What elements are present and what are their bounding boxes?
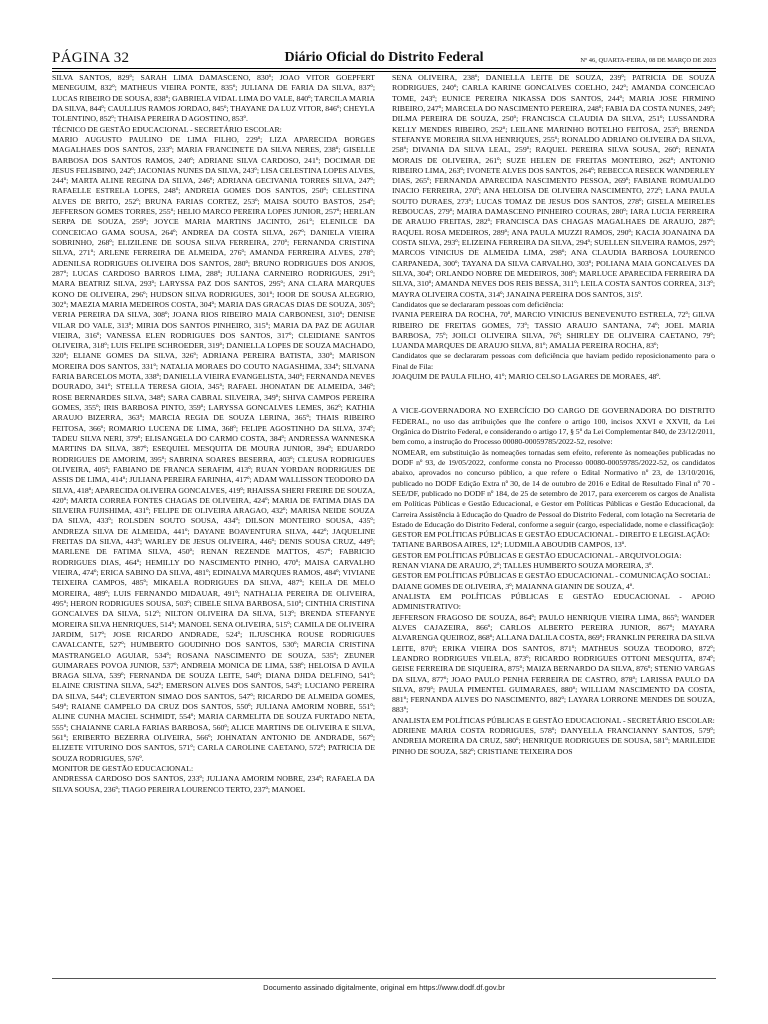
header-rule bbox=[52, 68, 716, 69]
paragraph: SILVA SANTOS, 829º; SARAH LIMA DAMASCENO, 830º; JOAO VITOR GOEPFERT MENEGUIM, 832º; MATHEUS VIEIRA PONTE, 835º; JULIANA DE FARIA DA SILVA, 837º; LUCAS RIBEIRO DE SOUSA, 838º; GABRIELA VIDAL LIMA DO VALE, 840º; TARCILA MARIA DA SILVA, 844º; CAULLIUS RAMOS JORDAO, 845º; THAYANE DA LUZ VITOR, 846º; CHEYLA TOLENTINO, 852º; THAISA PEREIRA D AGOSTINO, 853º. bbox=[52, 73, 375, 124]
paragraph: SENA OLIVEIRA, 238º; DANIELLA LEITE DE SOUZA, 239º; PATRICIA DE SOUZA RODRIGUES, 240º; CARLA KARINE GONCALVES COELHO, 242º; AMANDA CONCEICAO TOME, 243º; EUNICE PEREIRA NIKASSA DOS SANTOS, 244º; MARIA JOSE FIRMINO RIBEIRO, 247º; MARCELA DO NASCIMENTO PEREIRA, 248º; FABIA DA COSTA NUNES, 249º; DILMA PEREIRA DE SOUZA, 250º; FRANCISCA CLAUDIA DA SILVA, 251º; LUSSANDRA KELLY MENDES RIBEIRO, 252º; LEILANE MARINHO BOTELHO FEITOSA, 253º; BRENDA STEFANYE MOREIRA SILVA HENRIQUES, 255º; RONALDO ADRIANO OLIVEIRA DA SILVA, 258º; DIVANIA DA SILVA LEAL, 259º; RAQUEL PEREIRA SILVA SOUSA, 260º; RENATA MORAIS DE OLIVEIRA, 261º; SUZE HELEN DE FREITAS MONTEIRO, 262º; ANTONIO RIBEIRO LIMA, 263º; IVONETE ALVES DOS SANTOS, 264º; REBECCA RESECK WANDERLEY DIAS, 265º; FERNANDA APARECIDA NASCIMENTO PESSOA, 269º; FABIANE ROMUALDO INACIO FERREIRA, 270º; ANA HELOISA DE OLIVEIRA NASCIMENTO, 272º; LANA PAULA SOUTO DURAES, 273º; LUCAS TOMAZ DE JESUS DOS SANTOS, 278º; GISELA MEIRELES REBOUCAS, 279º; MAIRA DAMASCENO PINHEIRO COURAS, 280º; IARA LUCIA FERREIRA DE ARAUJO FREITAS, 282º; FRANCISCA DAS CHAGAS MAGALHAES DE ARAUJO, 287º; RAQUEL ROSA MEDEIROS, 289º; ANA PAULA MUZZI RAMOS, 290º; KACIA JOANAINA DA COSTA SILVA, 293º; ELIZEINA FERREIRA DA SILVA, 294º; SUELLEN SILVEIRA RAMOS, 297º; MARCOS VINICIUS DE ALMEIDA LIMA, 298º; ANA CLAUDIA BARBOSA LOURENCO CARPANEDA, 300º; TAYANA DA SILVA CARVALHO, 303º; POLIANA MAIA GONCALVES DA SILVA, 304º; ORLANDO NOBRE DE MEDEIROS, 308º; MARLUCE APARECIDA FERREIRA DA SILVA, 310º; AMANDA NEVES DOS REIS BESSA, 311º; LEILA COSTA SANTOS CORREA, 313º; MAYRA OLIVEIRA COSTA, 314º; JANAINA PEREIRA DOS SANTOS, 315º. bbox=[392, 73, 715, 299]
paragraph: RENAN VIANA DE ARAUJO, 2º; TALLES HUMBERTO SOUZA MOREIRA, 3º. bbox=[392, 561, 654, 571]
paragraph: A VICE-GOVERNADORA NO EXERCÍCIO DO CARGO DE GOVERNADORA DO DISTRITO FEDERAL, no uso das atribuições que lhe confere o artigo 100, incisos XXVI e XXVII, da Lei Orgânica do Distrito Federal, e considerando o artigo 17, § 5º da Lei Complementar 840, de 23/12/2011, bem como, a instrução do Processo 00080-00059785/2022-52, resolve: bbox=[392, 406, 715, 447]
paragraph: JOAQUIM DE PAULA FILHO, 41º; MARIO CELSO LAGARES DE MORAES, 48º. bbox=[392, 372, 661, 382]
header-rule-thin bbox=[52, 71, 716, 72]
paragraph: GESTOR EM POLÍTICAS PÚBLICAS E GESTÃO EDUCACIONAL - DIREITO E LEGISLAÇÃO: bbox=[392, 530, 710, 540]
paragraph: MARIO AUGUSTO PAULINO DE LIMA FILHO, 229º; LIZA APARECIDA BORGES MAGALHAES DOS SANTOS, 233º; MARIA FRANCINETE DA SILVA NERES, 238º; GISELLE BARBOSA DOS SANTOS RAMOS, 240º; ADRIANE SILVA CARDOSO, 241º; DOCIMAR DE JESUS FELISBINO, 242º; JACONIAS NUNES DA SILVA, 243º; LISA CELESTINA LOPES ALVES, 244º; MARTA ALINE REGINA DA SILVA, 246º; ADRIANA GECIVANIA TORRES SILVA, 247º; RAFAELLE ESTRELA LOPES, 248º; ANDREIA GOMES DOS SANTOS, 250º; CELESTINA ALVES DE BRITO, 252º; BRUNA FARIAS CORTEZ, 253º; MAISA SOUTO BASTOS, 254º; JEFFERSON GOMES TORRES, 255º; HELIO MARCO PEREIRA LOPES JUNIOR, 257º; HERLAN SERPA DE SOUZA, 259º; JOYCE MARIA MARTINS JACINTO, 261º; ELENILCE DA CONCEICAO GAMA SOUSA, 264º; ANDREA DA COSTA SILVA, 267º; DANIELA VIEIRA SOBRINHO, 268º; ELIZILENE DE SOUSA SILVA FERREIRA, 270º; FERNANDA CRISTINA SILVA, 271º; ARLENE FERREIRA DE ALMEIDA, 276º; AMANDA FERREIRA ALVES, 278º; ADENILSA RODRIGUES OLIVEIRA DOS SANTOS, 280º; BRUNO RODRIGUES DOS ANJOS, 287º; LUCAS CARDOSO BARROS LIMA, 288º; JULIANA CARNEIRO RODRIGUES, 291º; MARA BEATRIZ SILVA, 293º; LARYSSA PAZ DOS SANTOS, 295º; ANA CLARA MARQUES KONO DE OLIVEIRA, 296º; HUDSON SILVA RODRIGUES, 301º; IOOR DE SOUSA ALEGRIO, 302º; MAEZIA MARIA MEDEIROS COSTA, 304º; MARIA DAS GRACAS DIAS DE SOUZA, 305º; VERIA PEREIRA DA SILVA, 308º; JOANA RIOS RIBEIRO MAIA CARBONESI, 310º; DENISE VILAR DO VALE, 313º; MIRIA DOS SANTOS PINHEIRO, 315º; MARIA DA PAZ DE AGUIAR VIEIRA, 316º; VANESSA ELEN RODRIGUES DOS SANTOS, 317º; CLEIDIANE SANTOS OLIVEIRA, 318º; LUIS FELIPE SCHROEDER, 319º; DANIELLA LOPES DE SOUZA MACHADO, 320º; ELIANE GOMES DA SILVA, 326º; ADRIANA PEREIRA BATISTA, 330º; MARISON MOREIRA DOS SANTOS, 331º; NATALIA MORAES DO COUTO NAGASHIMA, 334º; SILVANA FARIA BARCELOS MOTA, 338º; DANIELLA VIEIRA EVANGELISTA, 340º; FERNANDA NEVES DOURADO, 341º; STELLA TERESA GIOIA, 345º; RAFAEL JHONATAN DE ALMEIDA, 346º; ROSE BERNARDES SILVA, 348º; SARA CABRAL SILVEIRA, 349º; SHIVA CAMPOS PEREIRA GOMES, 355º; IRIS BARBOSA PINTO, 359º; LARYSSA GONCALVES LEMES, 362º; KATHIA ARAUJO BIZERRA, 363º; MARCIA REGIA DE SOUZA LERINA, 365º; THAIS RIBEIRO FEITOSA, 366º; ROMARIO LUCENA DE LIMA, 368º; FELIPE AGOSTINHO DA SILVA, 374º; TADEU SILVA NERI, 379º; ELISANGELA DO CARMO COSTA, 384º; ANDRESSA WANNESKA MARTINS DA SILVA, 387º; ESEQUIEL MESQUITA DE MOURA JUNIOR, 394º; EDUARDO RODRIGUES DE AMORIM, 395º; SABRINA SOARES BESERRA, 403º; CLEUSA RODRIGUES OLIVEIRA, 405º; FABIANO DE FRANCA SERAFIM, 413º; RUAN YORDAN RODRIGUES DE ASSIS DE LIMA, 414º; JULIANA PEREIRA FARINHA, 417º; ADAM WALLISSON TEODORO DA SILVA, 418º; APARECIDA OLIVEIRA GONCALVES, 419º; RHAISSA SHERI FREIRE DE SOUZA, 420º; MARTA CORREA FONTES CHAGAS DE OLIVEIRA, 424º; MARIA DE FATIMA DIAS DA SILVEIRA FUJISHIMA, 431º; FELIPE DE OLIVEIRA ARAGAO, 432º; MARISA NEIDE SOUZA DA SILVA, 433º; ROLSDEN SOUTO SOUSA, 434º; DILSON MONTEIRO SOUSA, 435º; ANDREZA SILVA DE ALMEIDA, 441º; DAYANE BOAVENTURA SILVA, 442º; JAQUELINE FREITAS DA SILVA, 443º; WARLEY DE JESUS OLIVEIRA, 446º; DENIS SOUSA CRUZ, 449º; MARLENE DE FATIMA SILVA, 450º; RENAN REZENDE MATTOS, 457º; FABRICIO RODRIGUES DIAS, 464º; HEMILLY DO NASCIMENTO PINHO, 470º; MAISA CARVALHO VIEIRA, 474º; ERICA SABINO DA SILVA, 481º; EDINALVA MARQUES RAMOS, 484º; VIVIANE TEIXEIRA CAMPOS, 485º; MIKAELA RODRIGUES DA SILVA, 487º; KEILA DE MELO MOREIRA, 489º; LUIS FERNANDO MIDAUAR, 491º; NATHALIA PEREIRA DE OLIVEIRA, 495º; HERON RODRIGUES SOUSA, 503º; CIBELE SILVA BARBOSA, 510º; CINTHIA CRISTINA GONCALVES DA SILVA, 512º; NILTON OLIVEIRA DA SILVA, 513º; BRENDA STEFANYE MOREIRA SILVA HENRIQUES, 514º; MANOEL SENA OLIVEIRA, 515º; CAMILA DE OLIVEIRA JARDIM, 517º; JOSE RICARDO ANDRADE, 524º; ILJUSCHKA ROUSE RODRIGUES CAVALCANTE, 527º; HUMBERTO GOUDINHO DOS SANTOS, 530º; MARCIA CRISTINA MASTRANGELO AGUIAR, 534º; ROSANA NASCIMENTO DE SOUZA, 535º; ZEUNER GUIMARAES POVOA JUNIOR, 537º; ANDREIA MONICA DE LIMA, 538º; HELOISA D AVILA BRAGA SILVA, 539º; FERNANDA DE SOUZA LEITE, 540º; DIANA DJIDA DELFINO, 541º; ELAINE CRISTINA SILVA, 542º; EMERSON ALVES DOS SANTOS, 543º; LUCIANO PEREIRA DA SILVA, 544º; CLEVERTON SIMAO DOS SANTOS, 547º; RICARDO DE ALMEIDA GOMES, 549º; RAIANE CAMPELO DA CRUZ DOS SANTOS, 550º; JULIANA AMORIM NOBRE, 551º; ALINE CUNHA MACIEL SCHMIDT, 554º; MARIA CARMELITA DE SOUZA FURTADO NETA, 555º; CHAIANNE CARLA FARIAS BARBOSA, 560º; ALICE MARTINS DE OLIVEIRA E SILVA, 561º; ERIBERTO BEZERRA OLIVEIRA, 566º; JOHNATAN ANTONIO DE ANDRADE, 567º; ELIZETE VITURINO DOS SANTOS, 571º; CARLA CAROLINE CAETANO, 572º; PATRICIA DE SOUZA RODRIGUES, 576º. bbox=[52, 134, 375, 763]
paragraph: GESTOR EM POLÍTICAS PÚBLICAS E GESTÃO EDUCACIONAL - ARQUIVOLOGIA: bbox=[392, 550, 682, 560]
paragraph: GESTOR EM POLÍTICAS PÚBLICAS E GESTÃO EDUCACIONAL - COMUNICAÇÃO SOCIAL: bbox=[392, 571, 711, 581]
paragraph: MONITOR DE GESTÃO EDUCACIONAL: bbox=[52, 763, 194, 773]
paragraph bbox=[392, 382, 715, 406]
page-header bbox=[52, 50, 716, 68]
paragraph: IVANIA PEREIRA DA ROCHA, 70º, MARCIO VINICIUS BENEVENUTO ESTRELA, 72º; GILVA RIBEIRO DE FREITAS GOMES, 73º; TASSIO ARAUJO SANTANA, 74º; JOEL MARIA BARBOSA, 75º; JOILCI OLIVEIRA SILVA, 76º; SHIRLEY DE OLIVEIRA CAETANO, 79º; LUANDA MARQUES DE ARAUJO SILVA, 81º; AMALIA PEREIRA ROCHA, 83º; bbox=[392, 310, 715, 351]
paragraph: TATIANE BARBOSA AIRES, 12º; LUDMILA ABOUDIB CAMPOS, 13º. bbox=[392, 540, 627, 550]
paragraph: ANDRESSA CARDOSO DOS SANTOS, 233º; JULIANA AMORIM NOBRE, 234º; RAFAELA DA SILVA SOUSA, 236º; TIAGO PEREIRA LOURENCO TERTO, 237º; MANOEL bbox=[52, 774, 375, 794]
right-column bbox=[392, 73, 715, 985]
page-number: PÁGINA 32 bbox=[52, 50, 130, 66]
paragraph: DAIANE GOMES DE OLIVEIRA, 3º; MAIANNA GIANIN DE SOUZA, 4º. bbox=[392, 581, 635, 591]
paragraph: JEFFERSON FRAGOSO DE SOUZA, 864º; PAULO HENRIQUE VIEIRA LIMA, 865º; WANDER ALVES CAJAZEIRA, 866º; CARLOS ALBERTO PEREIRA JUNIOR, 867º; MAYARA ALVARENGA QUEIROZ, 868º; ALLANA DALILA COSTA, 869º; FRANKLIN PEREIRA DA SILVA LEITE, 870º; ERIKA VIEIRA DOS SANTOS, 871º; MATHEUS SOUZA TEODORO, 872º; LEANDRO RODRIGUES VILELA, 873º; RICARDO RODRIGUES OTTONI MESQUITA, 874º; GEISE FERREIRA DE SIQUEIRA, 875º; MAIZA BERNARDO DA SILVA, 876º; STENIO VARGAS DA SILVA, 877º; JOAO PAULO PENHA FERREIRA DE CASTRO, 878º; LARISSA PAULO DA SILVA, 879º; PAULA PIMENTEL GUIMARAES, 880º; WILLIAM NASCIMENTO DA COSTA, 881º; FERNANDA ALVES DO NASCIMENTO, 882º; LAYARA LORRONE MENDES DE SOUZA, 883º; bbox=[392, 612, 715, 715]
publication-title: Diário Oficial do Distrito Federal bbox=[284, 50, 484, 65]
paragraph: ANALISTA EM POLÍTICAS PÚBLICAS E GESTÃO EDUCACIONAL - SECRETÁRIO ESCOLAR: bbox=[392, 715, 715, 725]
issue-date: Nº 46, QUARTA-FEIRA, 08 DE MARÇO DE 2023 bbox=[580, 57, 716, 64]
paragraph: NOMEAR, em substituição às nomeações tornadas sem efeito, referente às nomeações publicadas no DODF nº 93, de 19/05/2022, conforme consta no Processo 00080-00059785/2022-52, os candidatos abaixo, aprovados no concurso público, a que refere o Edital Normativo nº 23, de 13/10/2016, publicado no DODF Edição Extra nº 30, de 14 de outubro de 2016 e Edital de Resultado Final nº 70 - SEE/DF, publicado no DODF nº 184, de 25 de setembro de 2017, para exercerem os cargos de Analista em Políticas Públicas e Gestão Educacional, e Gestor em Políticas Públicas e Gestão Educacional, da Carreira Assistência à Educação do Quadro de Pessoal do Distrito Federal, com lotação na Secretaria de Estado de Educação do Distrito Federal, conforme a seguir (cargo, especialidade, nome e classificação): bbox=[392, 447, 715, 529]
left-column bbox=[52, 73, 375, 985]
footer-rule bbox=[52, 978, 716, 979]
paragraph: ADRIENE MARIA COSTA RODRIGUES, 578º; DANYELLA FRANCIANNY SANTOS, 579º; ANDREIA MOREIRA DA CRUZ, 580º; HENRIQUE RODRIGUES DE SOUSA, 581º; MARILEIDE PINHO DE SOUZA, 582º; CRISTIANE TEIXEIRA DOS bbox=[392, 726, 715, 756]
paragraph: ANALISTA EM POLÍTICAS PÚBLICAS E GESTÃO EDUCACIONAL - APOIO ADMINISTRATIVO: bbox=[392, 592, 715, 612]
paragraph: Candidatos que se declararam pessoas com deficiência que haviam pedido reposicionamento para o Final de Fila: bbox=[392, 351, 715, 371]
footer-note: Documento assinado digitalmente, original em https://www.dodf.df.gov.br bbox=[263, 983, 505, 992]
paragraph: TÉCNICO DE GESTÃO EDUCACIONAL - SECRETÁRIO ESCOLAR: bbox=[52, 124, 282, 134]
paragraph: Candidatos que se declararam pessoas com deficiência: bbox=[392, 299, 564, 309]
